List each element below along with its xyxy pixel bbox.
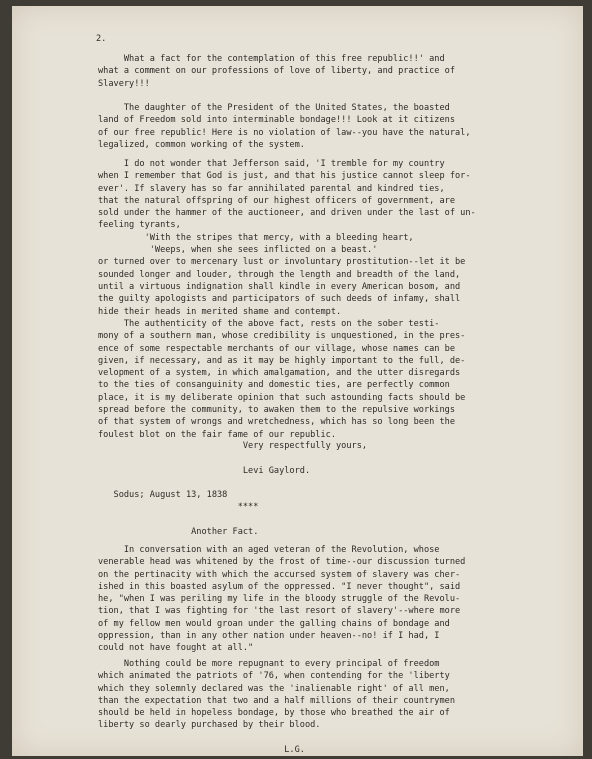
document-page bbox=[12, 6, 583, 756]
paragraph-text: I do not wonder that Jefferson said, 'I tremble for my country when I remember that God is just, and that his justice cannot sleep for- ever'. If slavery has so far annihilated parental and kindred ties, that the natural offspring of our highest officers of government, are sold under the hammer of the auctioneer, and driven under the last of un- feeling tyrants, 'With the stripes that mercy, with a bleeding heart, 'Weeps, when she sees inflicted on a beast.' or turned over to mercenary lust or involuntary prostitution--let it be sounded longer and louder, through the length and breadth of the land, until a virtuous indignation shall kindle in every American bosom, and the guilty apologists and participators of such deeds of infamy, shall hide their heads in merited shame and contempt. bbox=[98, 159, 476, 317]
paragraph-text: The daughter of the President of the United States, the boasted land of Freedom sold into interminable bondage!!! Look at it citizens of our free republic! Here is no violation of law--you have the natural, legalized, common working of the system. bbox=[98, 103, 471, 150]
paragraph-text: In conversation with an aged veteran of the Revolution, whose venerable head was whitened by the frost of time--our discussion turned on the pertinacity with which the accursed system of slavery was cher- ished in this boasted asylum of the oppressed. "I never thought", said he, "when I was periling my life in the bloody struggle of the Revolu- tion, that I was fighting for 'the last resort of slavery'--where more of my fellow men would groan under the galling chains of bondage and oppression, than in any other nation under heaven--no! if I had, I could not have fought at all." bbox=[98, 545, 466, 654]
page-number: 2. bbox=[96, 34, 107, 44]
signature-text: Very respectfully yours, Levi Gaylord. Sodus; August 13, 1838 **** Another Fact. bbox=[113, 441, 368, 538]
paragraph-text: The authenticity of the above fact, rests on the sober testi- mony of a southern man, whose credibility is unquestioned, in the pres- ence of some respectable merchants of our village, whose names can be given, if necessary, and as it may be highly important to the full, de- velopment of a system, in which amalgamation, and the utter disregards to the ties of consanguinity and domestic ties, are perfectly common place, it is my deliberate opinion that such astounding facts should be spread before the community, to awaken them to the repulsive workings of that system of wrongs and wretchedness, which has so long been the foulest blot on the fair fame of our republic. bbox=[98, 319, 466, 440]
paragraph-text: What a fact for the contemplation of this free republic!!' and what a comment on our professions of love of liberty, and practice of Slavery!!! bbox=[98, 54, 455, 89]
paragraph-text: Nothing could be more repugnant to every principal of freedom which animated the patriots of '76, when contending for the 'liberty which they solemnly declared was the 'inalienable right' of all men, than the expectation that two and a half millions of their countrymen should be held in hopeless bondage, by those who breathed the air of liberty so dearly purchased by their blood. L.G. bbox=[98, 659, 455, 756]
